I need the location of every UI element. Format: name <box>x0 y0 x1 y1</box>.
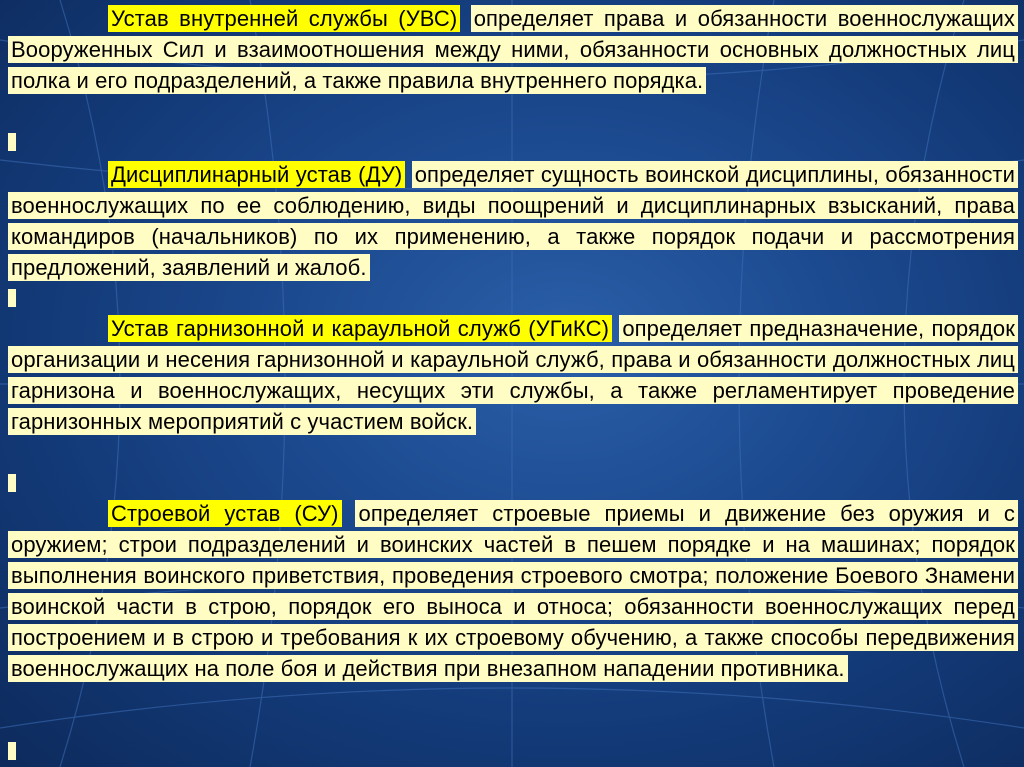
separator-1 <box>8 133 16 151</box>
paragraph-uvs <box>8 3 1018 96</box>
paragraph-su <box>8 498 1018 684</box>
paragraph-du-term: Дисциплинарный устав (ДУ) <box>108 161 405 188</box>
separator-2 <box>8 289 16 307</box>
separator-3 <box>8 474 16 492</box>
paragraph-du-text: определяет сущность воинской дисциплины, обязанности военнослужащих по ее соблюдению, виды поощрений и дисциплинарных взысканий, права командиров (начальников) по их применению, а также порядок подачи и рассмотрения предложений, заявлений и жалоб. <box>8 161 1018 281</box>
paragraph-su-term: Строевой устав (СУ) <box>108 500 342 527</box>
paragraph-ugiks-term: Устав гарнизонной и караульной служб (УГиКС) <box>108 315 612 342</box>
paragraph-ugiks-text: определяет предназначение, порядок организации и несения гарнизонной и караульной служб, права и обязанности должностных лиц гарнизона и военнослужащих, несущих эти службы, а также регламентирует проведение гарнизонных мероприятий с участием войск. <box>8 315 1018 435</box>
paragraph-du <box>8 159 1018 283</box>
paragraph-su-text: определяет строевые приемы и движение без оружия и с оружием; строи подразделений и воинских частей в пешем порядке и на машинах; порядок выполнения воинского приветствия, проведения строевого смотра; положение Боевого Знамени воинской части в строю, порядок его выноса и относа; обязанности военнослужащих перед построением и в строю и требования к их строевому обучению, а также способы передвижения военнослужащих на поле боя и действия при внезапном нападении противника. <box>8 500 1018 682</box>
paragraph-uvs-text: определяет права и обязанности военнослужащих Вооруженных Сил и взаимоотношения между ними, обязанности основных должностных лиц полка и его подразделений, а также правила внутреннего порядка. <box>8 5 1018 94</box>
paragraph-ugiks <box>8 313 1018 437</box>
paragraph-uvs-term: Устав внутренней службы (УВС) <box>108 5 460 32</box>
separator-4 <box>8 742 16 760</box>
